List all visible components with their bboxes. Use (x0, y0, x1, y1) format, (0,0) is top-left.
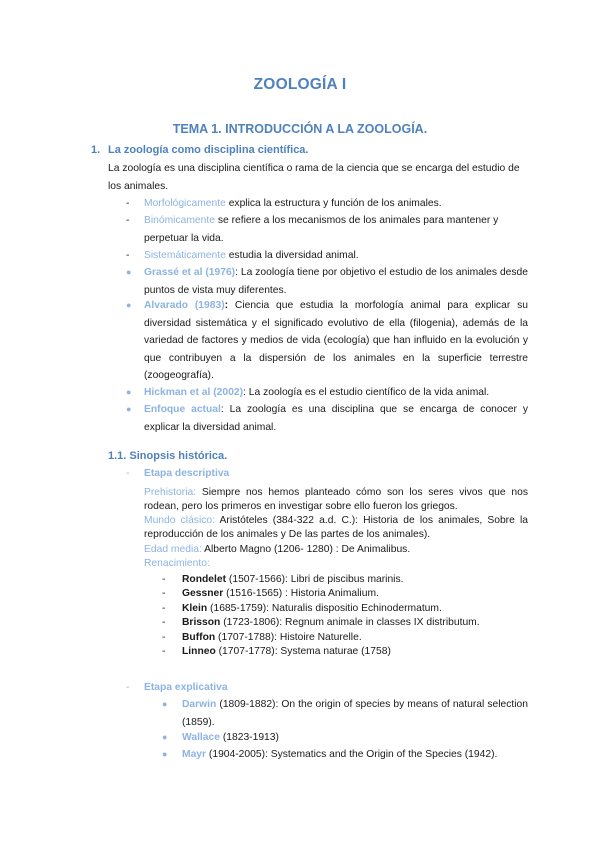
dash-marker: - (126, 250, 130, 261)
section-1-number: 1. (91, 144, 101, 156)
section-1-title: La zoología como disciplina científica. (108, 144, 309, 156)
scientist-name: Buffon (182, 632, 216, 643)
renacimiento-label: Renacimiento: (144, 558, 210, 569)
dash-marker: - (126, 215, 130, 226)
scientist-name: Linneo (182, 646, 216, 657)
scientist-text: (1723-1806): Regnum animale in classes IX distributum. (220, 617, 480, 628)
mundo-clasico-paragraph (144, 514, 528, 542)
dash-marker: - (162, 617, 166, 628)
tema-heading: TEMA 1. INTRODUCCIÓN A LA ZOOLOGÍA. (172, 122, 428, 136)
bullet-text: La zoología es una disciplina que se encarga de conocer y explicar la diversidad animal. (144, 404, 528, 433)
dash-term: Sistemáticamente (144, 250, 226, 261)
etapa-descriptiva-heading (126, 465, 229, 483)
bullet-sep: : (243, 387, 246, 398)
scientist-item (162, 587, 528, 601)
bullet-term: Alvarado (1983) (144, 300, 225, 311)
bullet-icon: ● (162, 699, 168, 709)
section-1-1-heading: 1.1. Sinopsis histórica. (108, 450, 228, 462)
explicativa-item-wallace (162, 729, 528, 747)
bullet-item-grasse (126, 264, 528, 299)
dash-term: Morfológicamente (144, 198, 226, 209)
bullet-icon: ● (162, 732, 168, 742)
dash-marker: - (162, 646, 166, 657)
dash-text: se refiere a los mecanismos de los animales para mantener y perpetuar la vida. (144, 215, 499, 244)
etapa-descriptiva-label: Etapa descriptiva (144, 468, 230, 479)
edad-media-text: Alberto Magno (1206- 1280) : De Animalibus. (201, 544, 411, 555)
bullet-icon: ● (162, 749, 168, 759)
dash-item-binomicamente (126, 212, 528, 247)
explicativa-name: Darwin (182, 699, 217, 710)
scientist-item (162, 631, 528, 645)
explicativa-item-darwin (162, 696, 528, 731)
scientist-item (162, 602, 528, 616)
document-title: ZOOLOGÍA I (253, 76, 347, 93)
dash-marker: - (162, 574, 166, 585)
explicativa-text: (1823-1913) (219, 732, 279, 743)
edad-media-label: Edad media: (144, 544, 202, 555)
edad-media-paragraph (144, 543, 528, 557)
bullet-text: La zoología es el estudio científico de la vida animal. (245, 387, 490, 398)
bullet-sep: : (224, 300, 229, 311)
bullet-term: Enfoque actual (144, 404, 221, 415)
scientist-text: (1516-1565) : Historia Animalium. (223, 588, 379, 599)
prehistoria-paragraph (144, 486, 528, 514)
scientist-text: (1707-1778): Systema naturae (1758) (215, 646, 391, 657)
explicativa-text: (1904-2005): Systematics and the Origin of the Species (1942). (206, 749, 498, 760)
bullet-item-enfoque-actual (126, 401, 528, 436)
prehistoria-label: Prehistoria: (144, 487, 197, 498)
scientist-name: Rondelet (182, 574, 227, 585)
etapa-explicativa-label: Etapa explicativa (144, 682, 228, 693)
section-1-intro: La zoología es una disciplina científica o rama de la ciencia que se encarga del estudio de los animales. (108, 163, 520, 192)
bullet-icon: ● (126, 404, 132, 414)
scientist-item (162, 645, 528, 659)
dash-text: explica la estructura y función de los animales. (225, 198, 442, 209)
scientist-name: Klein (182, 603, 208, 614)
scientist-name: Gessner (182, 588, 224, 599)
bullet-term: Grassé et al (1976) (144, 267, 236, 278)
dash-item-morfologicamente (126, 195, 528, 213)
scientist-item (162, 573, 528, 587)
bullet-sep: : (220, 404, 224, 415)
bullet-item-alvarado (126, 297, 528, 385)
explicativa-name: Wallace (182, 732, 220, 743)
dash-marker: - (162, 632, 166, 643)
mundo-clasico-label: Mundo clásico: (144, 515, 215, 526)
dash-marker: - (126, 198, 130, 209)
explicativa-text: (1809-1882): On the origin of species by means of natural selection (1859). (182, 699, 528, 728)
scientist-name: Brisson (182, 617, 221, 628)
explicativa-item-mayr (162, 746, 528, 764)
bullet-icon: ● (126, 300, 132, 310)
dash-term: Binómicamente (144, 215, 215, 226)
prehistoria-text: Siempre nos hemos planteado cómo son los seres vivos que nos rodean, pero los primeros en investigar sobre ello fueron los griegos. (144, 487, 528, 512)
bullet-term: Hickman et al (2002) (144, 387, 244, 398)
dash-marker: - (126, 468, 130, 479)
bullet-text: La zoología tiene por objetivo el estudio de los animales desde puntos de vista muy diferentes. (144, 267, 529, 296)
explicativa-name: Mayr (182, 749, 207, 760)
bullet-sep: : (235, 267, 238, 278)
dash-marker: - (162, 588, 166, 599)
scientist-text: (1507-1566): Libri de piscibus marinis. (226, 574, 404, 585)
scientist-text: (1685-1759): Naturalis dispositio Echinodermatum. (207, 603, 442, 614)
bullet-icon: ● (126, 387, 132, 397)
section-1-heading (91, 144, 308, 156)
bullet-text: Ciencia que estudia la morfología animal para explicar su diversidad sistemática y el significado evolutivo de ella (filogenia), además de la variedad de factores y medios de vida (ecología) que han influido en la evolución y que contribuyen a la dispersión de los animales en la superficie terrestre (zoogeografía). (144, 300, 528, 381)
scientist-item (162, 616, 528, 630)
scientist-text: (1707-1788): Histoire Naturelle. (215, 632, 362, 643)
etapa-explicativa-heading (126, 679, 228, 697)
bullet-icon: ● (126, 267, 132, 277)
dash-marker: - (162, 603, 166, 614)
bullet-item-hickman (126, 384, 528, 402)
dash-marker: - (126, 682, 130, 693)
mundo-clasico-text: Aristóteles (384-322 a.d. C.): Historia de los animales, Sobre la reproducción de los animales y De las partes de los animales). (144, 515, 528, 540)
dash-text: estudia la diversidad animal. (225, 250, 359, 261)
dash-item-sistematicamente (126, 247, 528, 265)
